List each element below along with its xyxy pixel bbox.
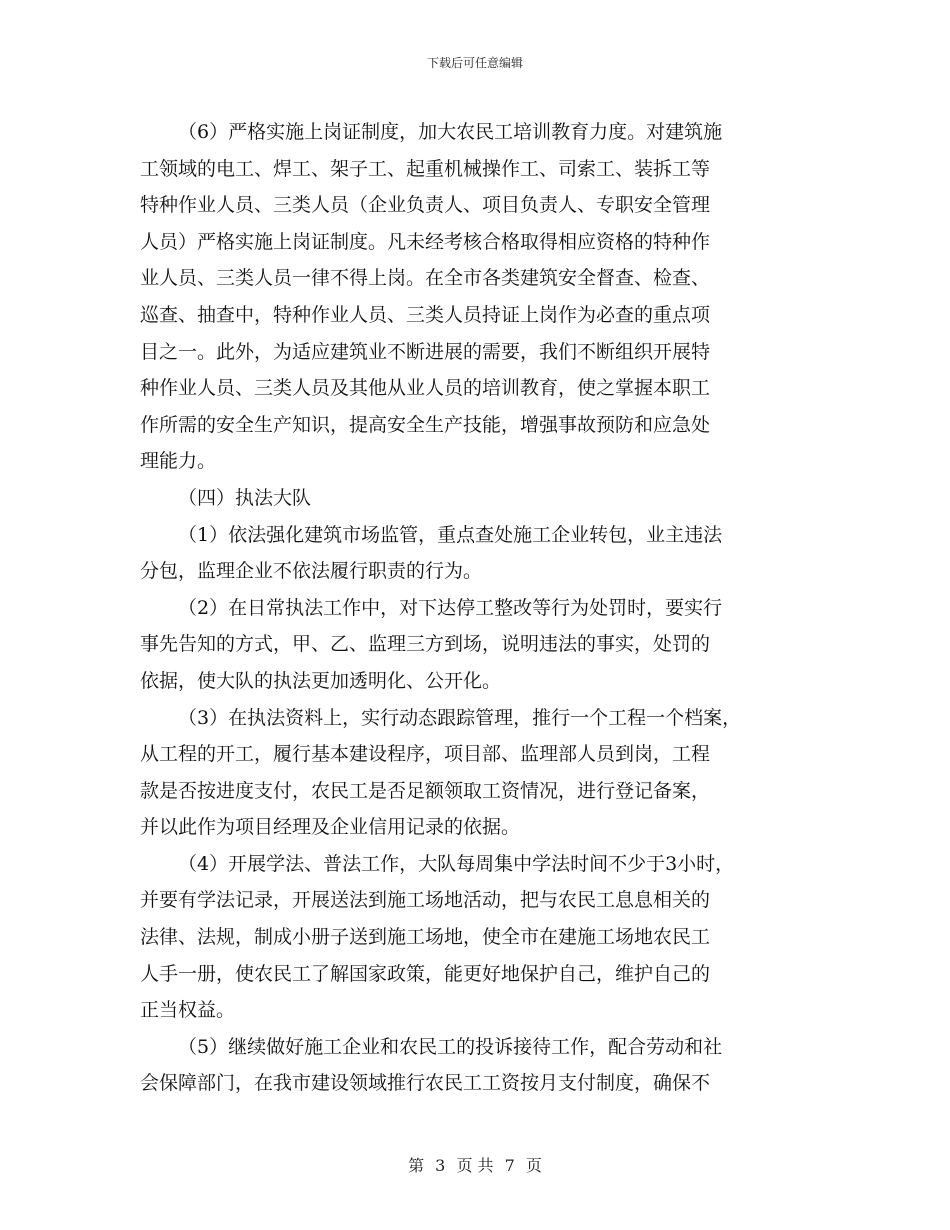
text-line: 从工程的开工，履行基本建设程序，项目部、监理部人员到岗，工程 xyxy=(140,743,711,766)
text-line: （6）严格实施上岗证制度，加大农民工培训教育力度。对建筑施 xyxy=(178,121,723,143)
text-line: 理能力。 xyxy=(140,450,217,473)
text-line: （四）执法大队 xyxy=(178,486,312,509)
text-line: （1）依法强化建筑市场监管，重点查处施工企业转包，业主违法 xyxy=(178,523,723,546)
page-header: 下载后可任意编辑 xyxy=(426,56,523,70)
document-body xyxy=(140,114,820,1102)
text-line: 巡查、抽查中，特种作业人员、三类人员持证上岗作为必查的重点项 xyxy=(140,303,711,326)
text-line: 正当权益。 xyxy=(140,999,236,1022)
text-line: 作所需的安全生产知识，提高安全生产技能，增强事故预防和应急处 xyxy=(140,413,711,436)
text-line: 种作业人员、三类人员及其他从业人员的培训教育，使之掌握本职工 xyxy=(140,377,711,400)
text-line: 并以此作为项目经理及企业信用记录的依据。 xyxy=(140,816,521,839)
text-line: （2）在日常执法工作中，对下达停工整改等行为处罚时，要实行 xyxy=(178,596,723,619)
text-line: （4）开展学法、普法工作，大队每周集中学法时间不少于3小时， xyxy=(178,852,735,875)
text-line: 分包，监理企业不依法履行职责的行为。 xyxy=(140,560,483,583)
text-line: 人手一册，使农民工了解国家政策，能更好地保护自己，维护自己的 xyxy=(140,962,711,985)
text-line: 依据，使大队的执法更加透明化、公开化。 xyxy=(140,669,502,692)
text-line: （5）继续做好施工企业和农民工的投诉接待工作，配合劳动和社 xyxy=(178,1035,723,1058)
footer-total-pages: 7 xyxy=(504,1156,515,1175)
text-line: 工领域的电工、焊工、架子工、起重机械操作工、司索工、装拆工等 xyxy=(140,157,711,180)
text-line: 目之一。此外，为适应建筑业不断进展的需要，我们不断组织开展特 xyxy=(140,340,711,363)
text-line: 款是否按进度支付，农民工是否足额领取工资情况，进行登记备案， xyxy=(140,779,711,802)
footer-middle: 页 共 xyxy=(456,1156,494,1175)
text-line: 人员）严格实施上岗证制度。凡未经考核合格取得相应资格的特种作 xyxy=(140,230,711,253)
footer-suffix: 页 xyxy=(525,1156,542,1175)
text-line: 事先告知的方式，甲、乙、监理三方到场，说明违法的事实，处罚的 xyxy=(140,633,711,656)
text-line: 法律、法规，制成小册子送到施工场地，使全市在建施工场地农民工 xyxy=(140,926,711,949)
text-line: 并要有学法记录，开展送法到施工场地活动，把与农民工息息相关的 xyxy=(140,889,711,912)
text-line: 特种作业人员、三类人员（企业负责人、项目负责人、专职安全管理 xyxy=(140,194,711,217)
text-line: 业人员、三类人员一律不得上岗。在全市各类建筑安全督查、检查、 xyxy=(140,267,711,290)
text-line: （3）在执法资料上，实行动态跟踪管理，推行一个工程一个档案， xyxy=(178,706,742,729)
page-footer xyxy=(0,1153,950,1176)
footer-page-number: 3 xyxy=(435,1156,446,1175)
text-line: 会保障部门，在我市建设领域推行农民工工资按月支付制度，确保不 xyxy=(140,1072,711,1095)
footer-prefix: 第 xyxy=(408,1156,425,1175)
